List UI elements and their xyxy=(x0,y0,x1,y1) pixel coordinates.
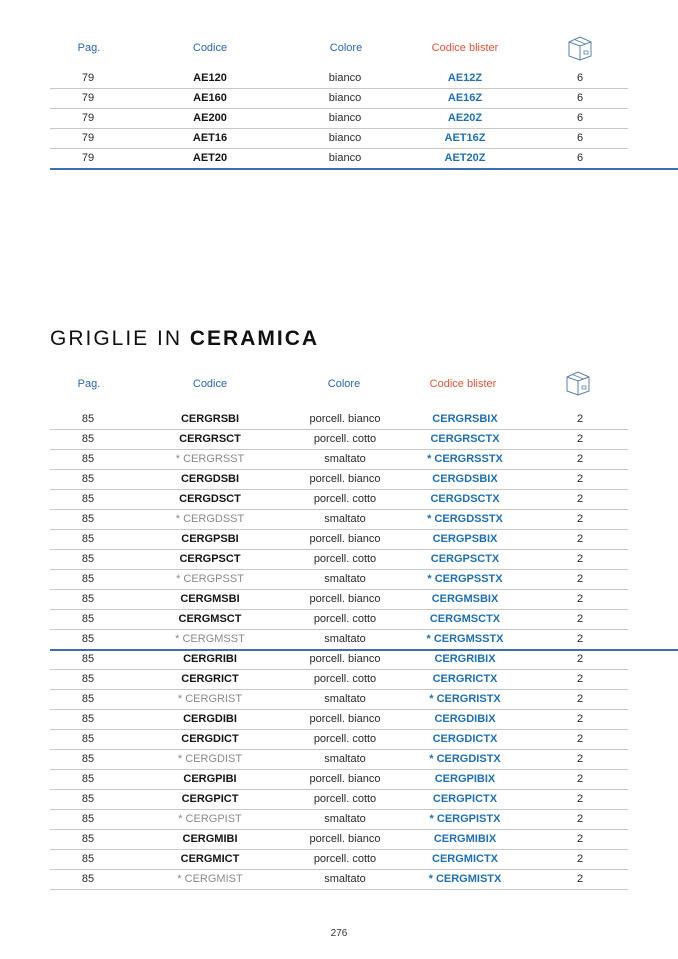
table-row xyxy=(50,430,628,450)
cell-codice: CERGPICT xyxy=(181,793,239,805)
table-row xyxy=(50,750,628,770)
table-row xyxy=(50,830,628,850)
cell-colore: bianco xyxy=(328,72,362,84)
cell-codice: CERGDICT xyxy=(181,733,239,745)
cell-quantity: 2 xyxy=(576,653,584,665)
cell-codice-blister: CERGRIBIX xyxy=(434,653,496,665)
cell-pag: 85 xyxy=(81,573,95,585)
cell-quantity: 2 xyxy=(576,773,584,785)
cell-codice: CERGMICT xyxy=(180,853,240,865)
cell-quantity: 2 xyxy=(576,873,584,885)
table-row xyxy=(50,510,628,530)
cell-colore: smaltato xyxy=(324,873,366,885)
cell-quantity: 2 xyxy=(576,633,584,645)
cell-codice: AE200 xyxy=(193,112,227,124)
cell-colore: smaltato xyxy=(324,453,366,465)
table-row xyxy=(50,650,628,670)
cell-codice: CERGMIBI xyxy=(182,833,238,845)
cell-pag: 79 xyxy=(81,92,95,104)
cell-codice-blister: CERGPIBIX xyxy=(434,773,496,785)
cell-pag: 85 xyxy=(81,873,95,885)
cell-codice: AE120 xyxy=(193,72,227,84)
cell-colore: porcell. bianco xyxy=(309,533,381,545)
cell-quantity: 6 xyxy=(576,132,584,144)
cell-codice: CERGRSCT xyxy=(179,433,241,445)
cell-codice-blister: CERGPSCTX xyxy=(430,553,500,565)
cell-colore: smaltato xyxy=(324,513,366,525)
cell-pag: 85 xyxy=(81,413,95,425)
cell-pag: 85 xyxy=(81,813,95,825)
header-pag: Pag. xyxy=(77,378,101,390)
cell-pag: 85 xyxy=(81,613,95,625)
cell-codice-blister: * CERGRSSTX xyxy=(427,453,503,465)
cell-codice: AET16 xyxy=(192,132,228,144)
cell-quantity: 2 xyxy=(576,713,584,725)
cell-codice-blister: AE20Z xyxy=(447,112,483,124)
table-row xyxy=(50,89,628,109)
cell-colore: bianco xyxy=(328,92,362,104)
cell-codice-blister: CERGRSBIX xyxy=(432,413,498,425)
cell-codice-blister: * CERGDISTX xyxy=(429,753,501,765)
cell-quantity: 6 xyxy=(576,72,584,84)
table-row xyxy=(50,690,628,710)
cell-pag: 85 xyxy=(81,833,95,845)
table-row xyxy=(50,870,628,890)
cell-colore: porcell. bianco xyxy=(309,713,381,725)
cell-colore: porcell. cotto xyxy=(313,493,377,505)
cell-colore: porcell. bianco xyxy=(309,653,381,665)
cell-codice: * CERGPIST xyxy=(178,813,242,825)
page-number: 276 xyxy=(330,928,348,939)
table-row xyxy=(50,69,628,89)
cell-quantity: 2 xyxy=(576,493,584,505)
cell-codice: * CERGMSST xyxy=(175,633,245,645)
cell-codice-blister: AE12Z xyxy=(447,72,483,84)
cell-quantity: 2 xyxy=(576,753,584,765)
cell-pag: 85 xyxy=(81,753,95,765)
table-row xyxy=(50,109,628,129)
cell-quantity: 2 xyxy=(576,733,584,745)
table-row xyxy=(50,710,628,730)
table-row xyxy=(50,129,628,149)
cell-codice-blister: * CERGPISTX xyxy=(429,813,501,825)
cell-colore: porcell. bianco xyxy=(309,773,381,785)
table-row xyxy=(50,610,628,630)
cell-codice: AE160 xyxy=(193,92,227,104)
cell-codice-blister: CERGDICTX xyxy=(432,733,498,745)
cell-codice: * CERGDSST xyxy=(175,513,245,525)
cell-pag: 85 xyxy=(81,593,95,605)
header-codice-blister: Codice blister xyxy=(431,42,499,54)
table-row xyxy=(50,850,628,870)
cell-quantity: 2 xyxy=(576,453,584,465)
cell-pag: 85 xyxy=(81,853,95,865)
cell-colore: smaltato xyxy=(324,753,366,765)
cell-quantity: 2 xyxy=(576,813,584,825)
cell-quantity: 2 xyxy=(576,513,584,525)
cell-pag: 85 xyxy=(81,633,95,645)
cell-quantity: 2 xyxy=(576,413,584,425)
cell-codice: CERGRIBI xyxy=(183,653,237,665)
cell-pag: 85 xyxy=(81,733,95,745)
table-row xyxy=(50,450,628,470)
cell-colore: smaltato xyxy=(324,633,366,645)
cell-quantity: 2 xyxy=(576,833,584,845)
cell-pag: 79 xyxy=(81,72,95,84)
cell-codice-blister: CERGRICTX xyxy=(432,673,498,685)
cell-colore: porcell. bianco xyxy=(309,413,381,425)
cell-colore: bianco xyxy=(328,152,362,164)
table-row xyxy=(50,470,628,490)
cell-pag: 85 xyxy=(81,433,95,445)
cell-codice: CERGDSCT xyxy=(179,493,241,505)
header-colore: Colore xyxy=(327,378,361,390)
cell-codice: CERGPSCT xyxy=(179,553,241,565)
table2-group-rule xyxy=(50,649,678,651)
header-colore: Colore xyxy=(329,42,363,54)
cell-pag: 85 xyxy=(81,673,95,685)
cell-quantity: 6 xyxy=(576,112,584,124)
cell-codice: CERGDSBI xyxy=(180,473,240,485)
cell-codice-blister: * CERGRISTX xyxy=(429,693,501,705)
header-pag: Pag. xyxy=(77,42,101,54)
cell-colore: bianco xyxy=(328,132,362,144)
cell-colore: porcell. cotto xyxy=(313,733,377,745)
cell-pag: 85 xyxy=(81,513,95,525)
cell-codice-blister: * CERGDSSTX xyxy=(427,513,503,525)
cell-codice: CERGRSBI xyxy=(180,413,240,425)
cell-codice-blister: * CERGMSSTX xyxy=(426,633,504,645)
cell-pag: 85 xyxy=(81,793,95,805)
cell-colore: porcell. cotto xyxy=(313,793,377,805)
cell-pag: 85 xyxy=(81,693,95,705)
cell-quantity: 6 xyxy=(576,92,584,104)
cell-pag: 85 xyxy=(81,713,95,725)
table-row xyxy=(50,630,628,650)
cell-pag: 85 xyxy=(81,553,95,565)
cell-codice: * CERGDIST xyxy=(177,753,243,765)
table-row xyxy=(50,570,628,590)
cell-codice-blister: CERGDSBIX xyxy=(432,473,498,485)
cell-codice-blister: CERGPICTX xyxy=(432,793,498,805)
box-icon xyxy=(566,34,594,67)
cell-quantity: 2 xyxy=(576,553,584,565)
cell-pag: 85 xyxy=(81,533,95,545)
cell-codice: CERGPSBI xyxy=(181,533,239,545)
cell-pag: 79 xyxy=(81,152,95,164)
cell-codice-blister: CERGDSCTX xyxy=(430,493,500,505)
cell-quantity: 2 xyxy=(576,853,584,865)
cell-colore: porcell. bianco xyxy=(309,473,381,485)
cell-codice: CERGMSCT xyxy=(178,613,242,625)
cell-quantity: 2 xyxy=(576,793,584,805)
row-divider xyxy=(50,889,628,890)
cell-quantity: 2 xyxy=(576,673,584,685)
cell-codice-blister: AET16Z xyxy=(444,132,486,144)
cell-codice-blister: CERGMIBIX xyxy=(433,833,497,845)
cell-colore: bianco xyxy=(328,112,362,124)
cell-codice-blister: CERGMSBIX xyxy=(431,593,499,605)
cell-quantity: 2 xyxy=(576,613,584,625)
cell-codice-blister: CERGRSCTX xyxy=(430,433,500,445)
table1-bottom-rule xyxy=(50,168,678,170)
cell-pag: 85 xyxy=(81,653,95,665)
table-row xyxy=(50,149,628,169)
cell-quantity: 2 xyxy=(576,473,584,485)
cell-pag: 85 xyxy=(81,453,95,465)
cell-codice-blister: CERGDIBIX xyxy=(434,713,496,725)
cell-codice: * CERGPSST xyxy=(176,573,244,585)
cell-pag: 85 xyxy=(81,473,95,485)
cell-quantity: 2 xyxy=(576,433,584,445)
table-row xyxy=(50,490,628,510)
cell-colore: smaltato xyxy=(324,693,366,705)
cell-pag: 79 xyxy=(81,132,95,144)
box-icon xyxy=(564,369,592,402)
table-row xyxy=(50,670,628,690)
table-row xyxy=(50,410,628,430)
table-row xyxy=(50,730,628,750)
cell-colore: smaltato xyxy=(324,813,366,825)
cell-quantity: 2 xyxy=(576,573,584,585)
section-title xyxy=(50,327,319,351)
cell-colore: porcell. cotto xyxy=(313,673,377,685)
cell-quantity: 2 xyxy=(576,693,584,705)
cell-pag: 85 xyxy=(81,773,95,785)
cell-quantity: 2 xyxy=(576,593,584,605)
cell-quantity: 6 xyxy=(576,152,584,164)
header-codice-blister: Codice blister xyxy=(429,378,497,390)
table-row xyxy=(50,770,628,790)
cell-codice-blister: AET20Z xyxy=(444,152,486,164)
table-row xyxy=(50,590,628,610)
cell-codice: CERGDIBI xyxy=(183,713,237,725)
cell-colore: porcell. bianco xyxy=(309,833,381,845)
cell-colore: porcell. cotto xyxy=(313,553,377,565)
section-title-bold: CERAMICA xyxy=(189,327,320,350)
table-row xyxy=(50,530,628,550)
cell-codice: CERGRICT xyxy=(181,673,239,685)
cell-colore: porcell. cotto xyxy=(313,613,377,625)
cell-codice: CERGMSBI xyxy=(180,593,240,605)
cell-codice: AET20 xyxy=(192,152,228,164)
cell-codice-blister: * CERGMISTX xyxy=(428,873,502,885)
cell-colore: porcell. cotto xyxy=(313,433,377,445)
table-row xyxy=(50,790,628,810)
cell-codice-blister: * CERGPSSTX xyxy=(427,573,503,585)
cell-codice: * CERGRIST xyxy=(177,693,243,705)
cell-codice-blister: AE16Z xyxy=(447,92,483,104)
cell-codice-blister: CERGMICTX xyxy=(432,853,498,865)
cell-codice: CERGPIBI xyxy=(183,773,237,785)
cell-quantity: 2 xyxy=(576,533,584,545)
cell-codice-blister: CERGMSCTX xyxy=(429,613,501,625)
cell-pag: 79 xyxy=(81,112,95,124)
cell-codice: * CERGMIST xyxy=(177,873,243,885)
header-codice: Codice xyxy=(192,378,228,390)
header-codice: Codice xyxy=(192,42,228,54)
table-row xyxy=(50,810,628,830)
section-title-light: GRIGLIE IN xyxy=(50,327,183,350)
table-row xyxy=(50,550,628,570)
cell-colore: porcell. bianco xyxy=(309,593,381,605)
cell-codice-blister: CERGPSBIX xyxy=(432,533,498,545)
cell-colore: smaltato xyxy=(324,573,366,585)
cell-codice: * CERGRSST xyxy=(175,453,245,465)
cell-colore: porcell. cotto xyxy=(313,853,377,865)
cell-pag: 85 xyxy=(81,493,95,505)
